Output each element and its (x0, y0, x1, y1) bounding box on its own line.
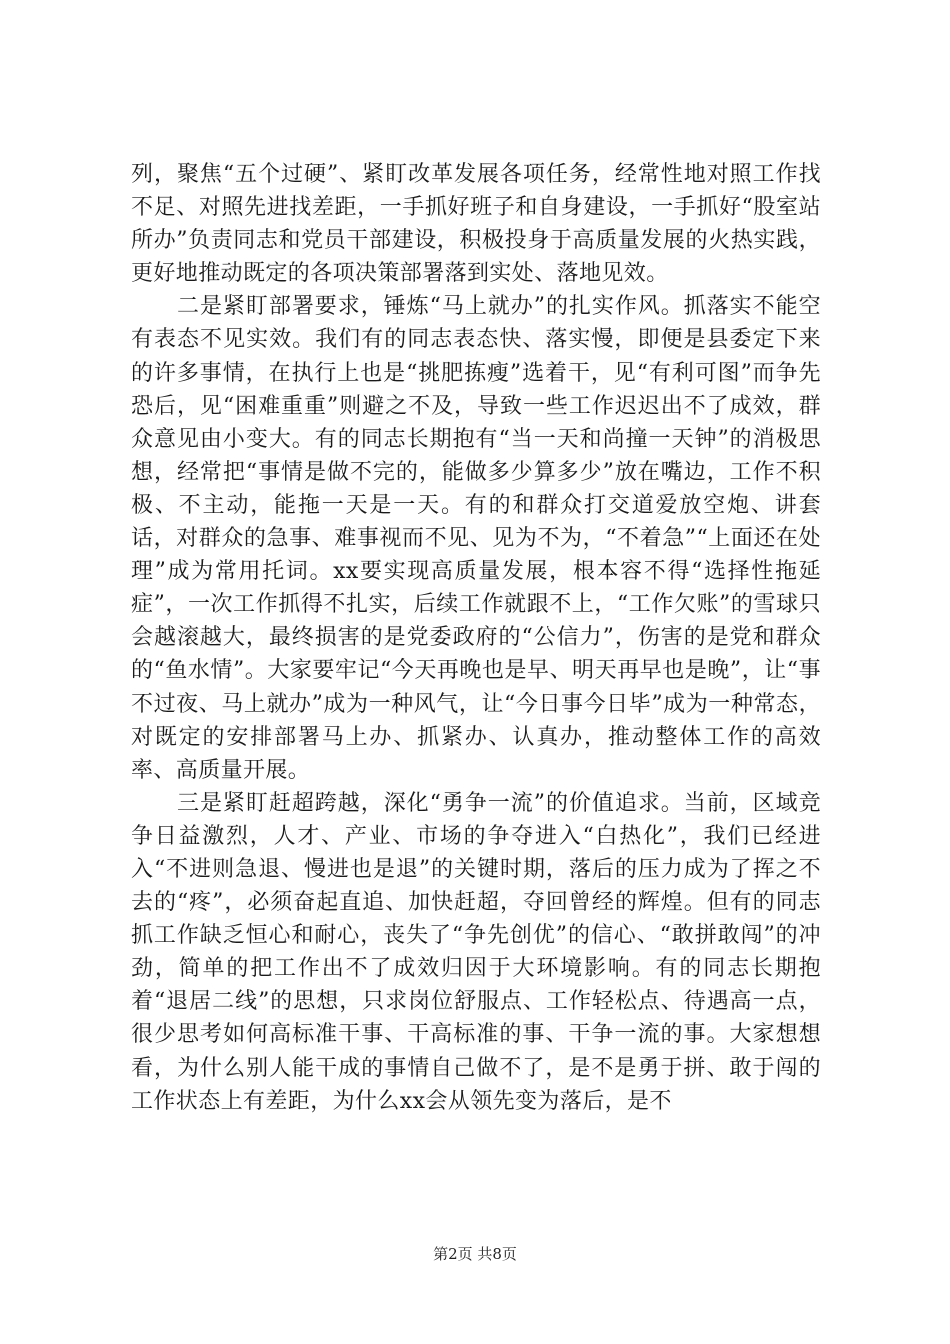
paragraph-point-two: 二是紧盯部署要求，锤炼“马上就办”的扎实作风。抓落实不能空有表态不见实效。我们有的同志表态快、落实慢，即便是县委定下来的许多事情，在执行上也是“挑肥拣瘦”选着干，见“有利可图”而争先恐后，见“困难重重”则避之不及，导致一些工作迟迟出不了成效，群众意见由小变大。有的同志长期抱有“当一天和尚撞一天钟”的消极思想，经常把“事情是做不完的，能做多少算多少”放在嘴边，工作不积极、不主动，能拖一天是一天。有的和群众打交道爱放空炮、讲套话，对群众的急事、难事视而不见、见为不为，“不着急”“上面还在处理”成为常用托词。xx要实现高质量发展，根本容不得“选择性拖延症”，一次工作抓得不扎实，后续工作就跟不上，“工作欠账”的雪球只会越滚越大，最终损害的是党委政府的“公信力”，伤害的是党和群众的“鱼水情”。大家要牢记“今天再晚也是早、明天再早也是晚”，让“事不过夜、马上就办”成为一种风气，让“今日事今日毕”成为一种常态，对既定的安排部署马上办、抓紧办、认真办，推动整体工作的高效率、高质量开展。 (131, 294, 821, 783)
document-body (131, 158, 821, 1118)
paragraph-continued: 列，聚焦“五个过硬”、紧盯改革发展各项任务，经常性地对照工作找不足、对照先进找差距，一手抓好班子和自身建设，一手抓好“股室站所办”负责同志和党员干部建设，积极投身于高质量发展的火热实践，更好地推动既定的各项决策部署落到实处、落地见效。 (131, 162, 821, 287)
page-number-footer: 第2页 共8页 (433, 1245, 517, 1263)
paragraph-point-three: 三是紧盯赶超跨越，深化“勇争一流”的价值追求。当前，区域竞争日益激烈，人才、产业、市场的争夺进入“白热化”，我们已经进入“不进则急退、慢进也是退”的关键时期，落后的压力成为了挥之不去的“疼”，必须奋起直追、加快赶超，夺回曾经的辉煌。但有的同志抓工作缺乏恒心和耐心，丧失了“争先创优”的信心、“敢拼敢闯”的冲劲，简单的把工作出不了成效归因于大环境影响。有的同志长期抱着“退居二线”的思想，只求岗位舒服点、工作轻松点、待遇高一点，很少思考如何高标准干事、干高标准的事、干争一流的事。大家想想看，为什么别人能干成的事情自己做不了，是不是勇于拼、敢于闯的工作状态上有差距，为什么xx会从领先变为落后，是不 (131, 790, 821, 1114)
